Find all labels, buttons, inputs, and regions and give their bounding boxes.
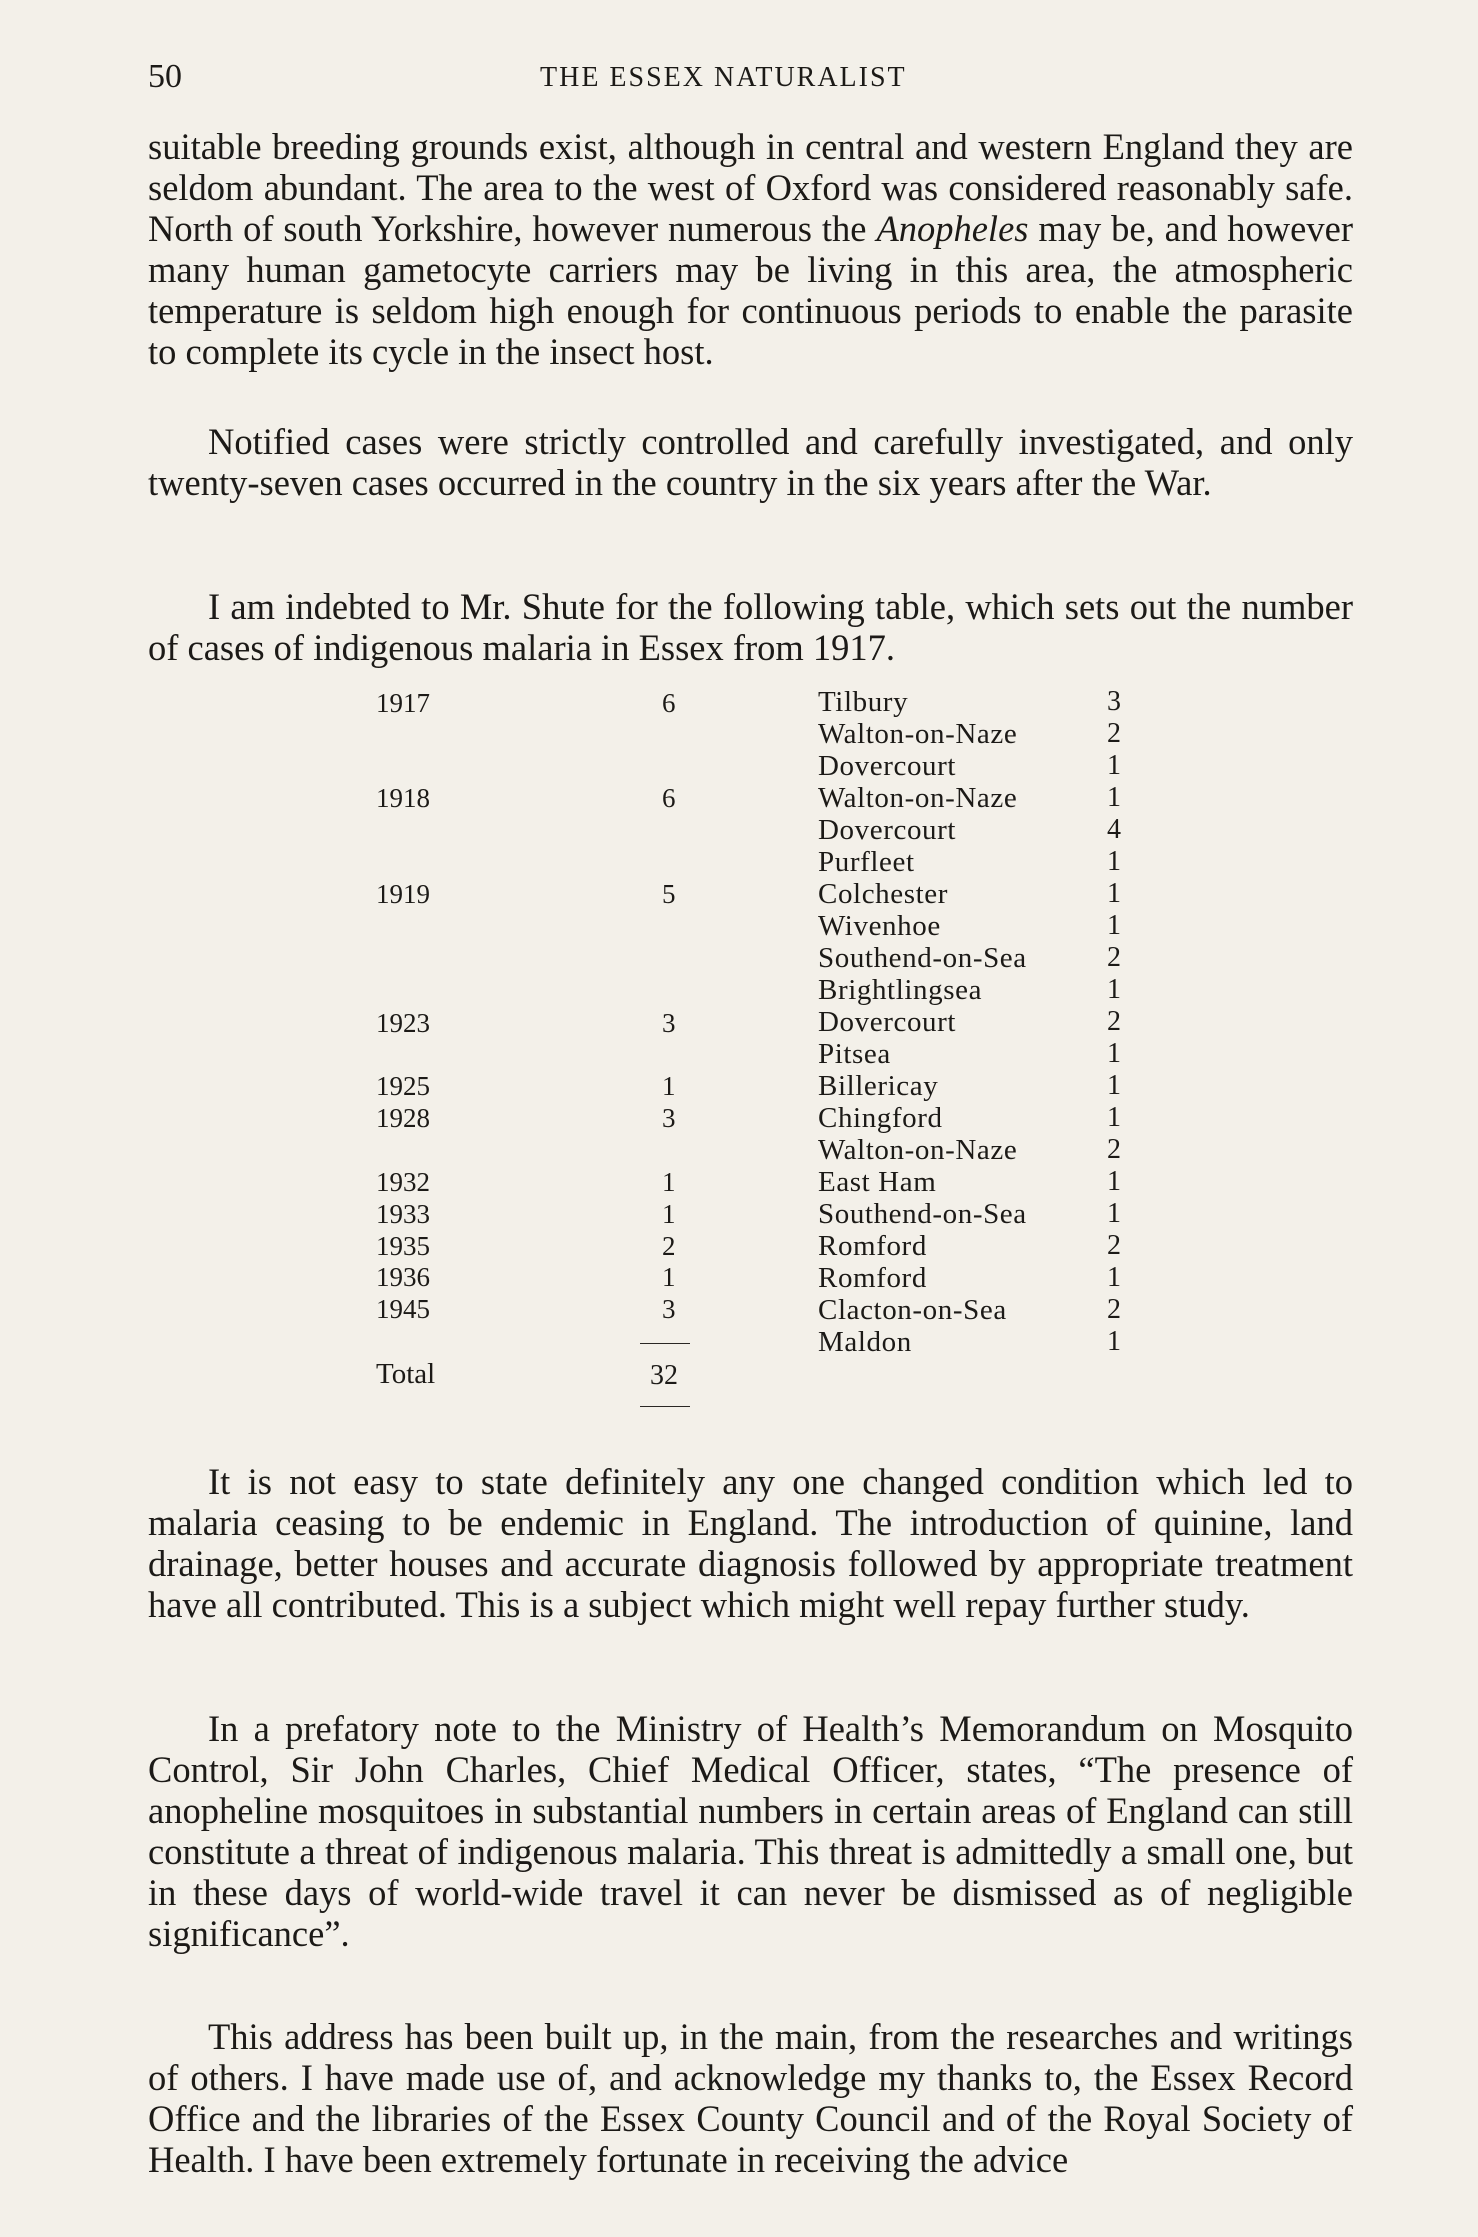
table-year-count: 1 [662, 1167, 676, 1197]
table-place: Clacton-on-Sea [818, 1294, 1007, 1326]
table-year-count: 3 [662, 1294, 676, 1324]
total-rule-bottom [640, 1406, 690, 1407]
table-place-count: 1 [1107, 1166, 1121, 1197]
malaria-cases-table [370, 686, 1170, 1426]
table-place-count: 1 [1107, 750, 1121, 781]
table-place: Walton-on-Naze [818, 782, 1018, 814]
table-year: 1932 [376, 1167, 430, 1197]
table-place: Chingford [818, 1102, 943, 1134]
table-place-count: 1 [1107, 878, 1121, 909]
table-place-count: 2 [1107, 718, 1121, 749]
table-place: Walton-on-Naze [818, 718, 1018, 750]
table-year: 1925 [376, 1071, 430, 1101]
table-year-count: 2 [662, 1231, 676, 1261]
table-place: Southend-on-Sea [818, 942, 1027, 974]
table-year: 1919 [376, 879, 430, 909]
table-place: Southend-on-Sea [818, 1198, 1027, 1230]
table-place: Tilbury [818, 686, 909, 718]
table-year: 1935 [376, 1231, 430, 1261]
paragraph-continuation [148, 126, 1353, 372]
table-place: Purfleet [818, 846, 915, 878]
table-year-count: 1 [662, 1071, 676, 1101]
total-value: 32 [650, 1360, 678, 1391]
table-year-count: 3 [662, 1103, 676, 1133]
table-place-count: 2 [1107, 1134, 1121, 1165]
table-place: Maldon [818, 1326, 912, 1358]
table-year-count: 5 [662, 879, 676, 909]
table-place: Dovercourt [818, 814, 957, 846]
table-place: Billericay [818, 1070, 939, 1102]
table-place: Dovercourt [818, 1006, 957, 1038]
table-place-count: 1 [1107, 910, 1121, 941]
table-place-count: 1 [1107, 1198, 1121, 1229]
table-place-count: 1 [1107, 1038, 1121, 1069]
table-year: 1933 [376, 1199, 430, 1229]
table-place: Romford [818, 1262, 927, 1294]
total-label: Total [376, 1358, 436, 1390]
table-place-count: 3 [1107, 686, 1121, 717]
table-place-count: 1 [1107, 974, 1121, 1005]
table-place: Brightlingsea [818, 974, 983, 1006]
table-place: Colchester [818, 878, 949, 910]
page-number: 50 [148, 58, 182, 95]
table-place-count: 1 [1107, 1326, 1121, 1357]
running-title: THE ESSEX NATURALIST [540, 62, 907, 93]
table-place-count: 2 [1107, 1006, 1121, 1037]
table-place: East Ham [818, 1166, 937, 1198]
table-year-count: 1 [662, 1262, 676, 1292]
table-year: 1918 [376, 783, 430, 813]
total-rule-top [640, 1343, 690, 1344]
table-place: Pitsea [818, 1038, 891, 1070]
table-place-count: 2 [1107, 942, 1121, 973]
table-year-count: 6 [662, 783, 676, 813]
table-year: 1917 [376, 688, 430, 718]
table-year: 1936 [376, 1262, 430, 1292]
table-place: Walton-on-Naze [818, 1134, 1018, 1166]
table-year-count: 6 [662, 688, 676, 718]
table-place-count: 1 [1107, 1070, 1121, 1101]
paragraph-notified-cases: Notified cases were strictly controlled and carefully investigated, and only twenty-seven cases occurred in the country in the six years after the War. [148, 421, 1353, 503]
table-year: 1923 [376, 1008, 430, 1038]
table-place: Dovercourt [818, 750, 957, 782]
table-year-count: 3 [662, 1008, 676, 1038]
table-place: Wivenhoe [818, 910, 941, 942]
table-place: Romford [818, 1230, 927, 1262]
table-place-count: 2 [1107, 1294, 1121, 1325]
table-place-count: 2 [1107, 1230, 1121, 1261]
table-year-count: 1 [662, 1199, 676, 1229]
genus-name-italic: Anopheles [876, 208, 1029, 249]
table-year: 1945 [376, 1294, 430, 1324]
paragraph-acknowledgements: This address has been built up, in the main, from the researches and writings of others. I have made use of, and acknowledge my thanks to, the Essex Record Office and the libraries of the Essex County Council and of the Royal Society of Health. I have been extremely fortunate in receiving the advice [148, 2016, 1353, 2180]
paragraph-table-intro: I am indebted to Mr. Shute for the following table, which sets out the number of cases of indigenous malaria in Essex from 1917. [148, 586, 1353, 668]
paragraph-ministry-note: In a prefatory note to the Ministry of Health’s Memorandum on Mosquito Control, Sir John Charles, Chief Medical Officer, states, “The presence of anopheline mosquitoes in substantial numbers in certain areas of England can still constitute a threat of indigenous malaria. This threat is admittedly a small one, but in these days of world-wide travel it can never be dismissed as of negligible significance”. [148, 1708, 1353, 1954]
paragraph-changed-condition: It is not easy to state definitely any one changed condition which led to malaria ceasing to be endemic in England. The introduction of quinine, land drainage, better houses and accurate diagnosis followed by appropriate treatment have all contributed. This is a subject which might well repay further study. [148, 1461, 1353, 1625]
paragraph-text: may be, and however many human gametocyte carriers may be living in this area, the atmospheric temperature is seldom high enough for continuous periods to enable the parasite to complete its cycle in the insect host. [148, 208, 1353, 372]
table-place-count: 1 [1107, 782, 1121, 813]
table-place-count: 1 [1107, 1262, 1121, 1293]
table-place-count: 1 [1107, 1102, 1121, 1133]
table-year: 1928 [376, 1103, 430, 1133]
paragraph-text: suitable breeding grounds exist, although in central and western England they are seldom abundant. The area to the west of Oxford was considered reasonably safe. North of south Yorkshire, however numerous the [148, 126, 1353, 249]
table-place-count: 1 [1107, 846, 1121, 877]
table-place-count: 4 [1107, 814, 1121, 845]
page-header [148, 58, 1348, 102]
